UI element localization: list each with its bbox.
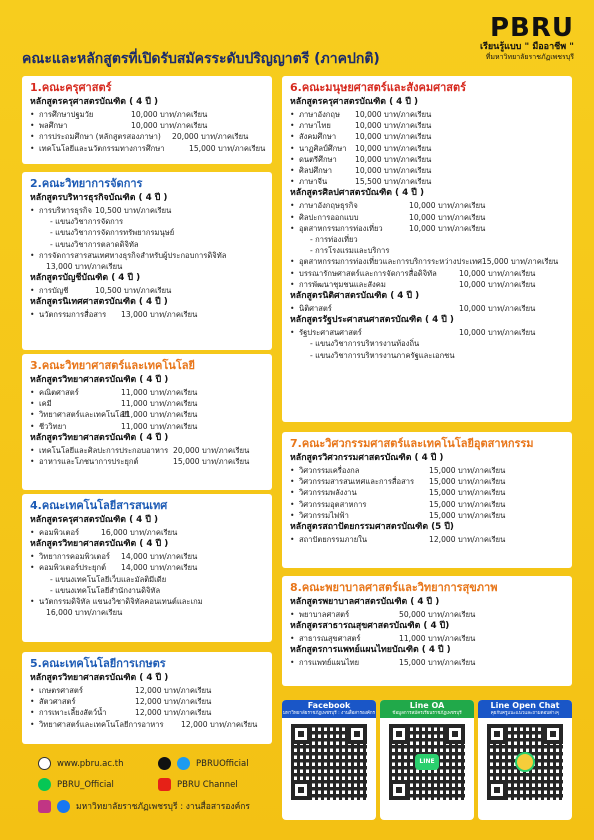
faculty-heading: 5.คณะเทคโนโลยีการเกษตร [30, 657, 166, 670]
list-item: • เกษตรศาสตร์ 12,000 บาท/ภาคเรียน [30, 686, 212, 695]
list-item: • เทคโนโลยีและศิลปะการประกอบอาหาร 20,000 บาท/ภาคเรียน [30, 445, 250, 455]
faculty-card-4 [22, 494, 272, 642]
faculty-card-5 [22, 652, 272, 744]
faculty-card-8 [282, 576, 572, 686]
faculty-card-1 [22, 76, 272, 164]
list-subitem: 16,000 บาท/ภาคเรียน [46, 608, 123, 618]
list-item: • ศิลปะการออกแบบ 10,000 บาท/ภาคเรียน [290, 212, 486, 222]
facebook-qr-card[interactable]: Facebook มหาวิทยาลัยราชภัฏเพชรบุรี : งานสื่อสารองค์กร [282, 700, 376, 820]
line-oa-qr-card[interactable]: Line OA ข้อมูลการสมัครเรียนราชภัฏเพชรบุรี LINE [380, 700, 474, 820]
list-subitem: - แขนงวิชาการบริหารงานท้องถิ่น [310, 339, 420, 349]
list-item: • สัตวศาสตร์ 12,000 บาท/ภาคเรียน [30, 697, 212, 707]
list-item: • วิศวกรรมพลังงาน 15,000 บาท/ภาคเรียน [290, 488, 506, 498]
facebook-link[interactable]: มหาวิทยาลัยราชภัฏเพชรบุรี : งานสื่อสารองค์กร [38, 799, 250, 813]
list-item: • นวัตกรรมดิจิทัล แขนงวิชาดิจิทัลคอนเทนต์และเกม [30, 597, 203, 607]
list-item: • นวัตกรรมการสื่อสาร 13,000 บาท/ภาคเรียน [30, 310, 198, 320]
page-title: คณะและหลักสูตรที่เปิดรับสมัครระดับปริญญาตรี (ภาคปกติ) [22, 51, 380, 67]
program-heading: หลักสูตรการแพทย์แผนไทยบัณฑิต ( 4 ปี ) [290, 645, 451, 656]
list-subitem: 13,000 บาท/ภาคเรียน [46, 262, 123, 272]
program-heading: หลักสูตรบริหารธุรกิจบัณฑิต ( 4 ปี ) [30, 193, 168, 203]
qr-code [291, 724, 367, 800]
list-subitem: - แขนงเทคโนโลยีสำนักงานดิจิทัล [50, 585, 161, 595]
list-item: • การจัดการสารสนเทศทางธุรกิจสำหรับผู้ประกอบการดิจิทัล [30, 250, 227, 260]
list-item: • การประถมศึกษา (หลักสูตรสองภาษา) 20,000 บาท/ภาคเรียน [30, 132, 249, 142]
list-subitem: - แขนงวิชาการจัดการทรัพยากรมนุษย์ [50, 228, 175, 238]
list-item: • ภาษาอังกฤษธุรกิจ 10,000 บาท/ภาคเรียน [290, 201, 486, 211]
program-heading: หลักสูตรวิทยาศาสตรบัณฑิต ( 4 ปี ) [30, 375, 169, 385]
program-heading: หลักสูตรนิติศาสตรบัณฑิต ( 4 ปี ) [290, 291, 420, 302]
faculty-card-7 [282, 432, 572, 568]
list-item: • ภาษาไทย 10,000 บาท/ภาคเรียน [290, 121, 432, 131]
list-item: • อุตสาหกรรมการท่องเที่ยว 10,000 บาท/ภาคเรียน [290, 223, 486, 233]
instagram-icon [38, 800, 51, 813]
youtube-link[interactable]: PBRU Channel [158, 778, 238, 791]
faculty-heading: 7.คณะวิศวกรรมศาสตร์และเทคโนโลยีอุตสาหกรรม [290, 437, 534, 450]
list-subitem: - การท่องเที่ยว [310, 235, 358, 245]
list-item: • วิศวกรรมสารสนเทศและการสื่อสาร 15,000 บาท/ภาคเรียน [290, 477, 506, 487]
mascot-icon [515, 752, 535, 772]
list-item: • วิศวกรรมไฟฟ้า 15,000 บาท/ภาคเรียน [290, 510, 506, 520]
list-item: • เคมี 11,000 บาท/ภาคเรียน [30, 399, 198, 409]
list-item: • ศิลปศึกษา 10,000 บาท/ภาคเรียน [290, 166, 432, 176]
line-openchat-qr-card[interactable]: Line Open Chat คุยกับครูแนะแนวและถามตอบต่างๆ [478, 700, 572, 820]
program-heading: หลักสูตรวิศวกรรมศาสตรบัณฑิต ( 4 ปี ) [290, 453, 444, 463]
tiktok-link[interactable]: PBRUOfficial [158, 757, 249, 770]
list-item: • วิทยาศาสตร์และเทคโนโลยี 11,000 บาท/ภาคเรียน [30, 410, 198, 420]
tiktok-icon [158, 757, 171, 770]
list-item: • วิทยาศาสตร์และเทคโนโลยีการอาหาร 12,000 บาท/ภาคเรียน [30, 719, 258, 729]
list-item: • คอมพิวเตอร์ 16,000 บาท/ภาคเรียน [30, 528, 178, 537]
program-heading: หลักสูตรวิทยาศาสตรบัณฑิต ( 4 ปี ) [30, 673, 169, 683]
list-item: • พยาบาลศาสตร์ 50,000 บาท/ภาคเรียน [290, 610, 476, 619]
program-heading: หลักสูตรนิเทศศาสตรบัณฑิต ( 4 ปี ) [30, 297, 168, 308]
list-item: • ภาษาจีน 15,500 บาท/ภาคเรียน [290, 177, 432, 187]
line-link[interactable]: PBRU_Official [38, 778, 114, 791]
list-item: • อุตสาหกรรมการท่องเที่ยวและการบริการระหว่างประเทศ 15,000 บาท/ภาคเรียน [290, 257, 559, 267]
faculty-heading: 2.คณะวิทยาการจัดการ [30, 177, 143, 190]
facebook-icon [57, 800, 70, 813]
list-item: • ภาษาอังกฤษ 10,000 บาท/ภาคเรียน [290, 110, 432, 119]
program-heading: หลักสูตรบัญชีบัณฑิต ( 4 ปี ) [30, 273, 141, 284]
list-item: • การเพาะเลี้ยงสัตว์น้ำ 12,000 บาท/ภาคเรียน [30, 708, 212, 718]
faculty-heading: 3.คณะวิทยาศาสตร์และเทคโนโลยี [30, 359, 195, 372]
twitter-icon [177, 757, 190, 770]
pbru-logo: PBRU เรียนรู้แบบ " มืออาชีพ " ที่มหาวิทยาลัยราชภัฏเพชรบุรี [479, 13, 574, 61]
faculty-card-2 [22, 172, 272, 350]
program-heading: หลักสูตรวิทยาศาสตรบัณฑิต ( 4 ปี ) [30, 432, 169, 443]
program-heading: หลักสูตรสาธารณสุขศาสตรบัณฑิต ( 4 ปี) [290, 621, 450, 632]
list-item: • นิติศาสตร์ 10,000 บาท/ภาคเรียน [290, 304, 536, 314]
list-subitem: - แขนงเทคโนโลยีเว็บและมัลติมีเดีย [50, 574, 167, 584]
list-item: • อาหารและโภชนาการประยุกต์ 15,000 บาท/ภาคเรียน [30, 457, 250, 467]
list-item: • สาธารณสุขศาสตร์ 11,000 บาท/ภาคเรียน [290, 634, 476, 644]
list-item: • เทคโนโลยีและนวัตกรรมทางการศึกษา 15,000 บาท/ภาคเรียน [30, 143, 266, 153]
program-heading: หลักสูตรครุศาสตรบัณฑิต ( 4 ปี ) [290, 97, 419, 107]
line-icon [38, 778, 51, 791]
list-item: • นาฏศิลป์ศึกษา 10,000 บาท/ภาคเรียน [290, 143, 432, 153]
list-item: • วิศวกรรมอุตสาหการ 15,000 บาท/ภาคเรียน [290, 499, 506, 509]
list-item: • รัฐประศาสนศาสตร์ 10,000 บาท/ภาคเรียน [290, 328, 536, 338]
faculty-heading: 8.คณะพยาบาลศาสตร์และวิทยาการสุขภาพ [290, 581, 498, 594]
list-item: • สังคมศึกษา 10,000 บาท/ภาคเรียน [290, 132, 432, 142]
faculty-heading: 1.คณะครุศาสตร์ [30, 81, 112, 94]
website-link[interactable]: www.pbru.ac.th [38, 757, 123, 770]
list-item: • การบริหารธุรกิจ 10,500 บาท/ภาคเรียน [30, 206, 172, 215]
faculty-card-3 [22, 354, 272, 490]
line-icon: LINE [415, 754, 439, 770]
list-item: • การศึกษาปฐมวัย 10,000 บาท/ภาคเรียน [30, 110, 208, 119]
list-item: • ดนตรีศึกษา 10,000 บาท/ภาคเรียน [290, 154, 432, 164]
list-item: • การแพทย์แผนไทย 15,000 บาท/ภาคเรียน [290, 658, 476, 668]
list-item: • วิศวกรรมเครื่องกล 15,000 บาท/ภาคเรียน [290, 466, 506, 475]
program-heading: หลักสูตรพยาบาลศาสตรบัณฑิต ( 4 ปี ) [290, 597, 440, 607]
list-item: • ชีววิทยา 11,000 บาท/ภาคเรียน [30, 421, 198, 431]
list-subitem: - การโรงแรมและบริการ [310, 246, 390, 256]
qr-code [389, 724, 465, 800]
list-item: • คณิตศาสตร์ 11,000 บาท/ภาคเรียน [30, 388, 198, 397]
youtube-icon [158, 778, 171, 791]
faculty-heading: 4.คณะเทคโนโลยีสารสนเทศ [30, 499, 168, 512]
list-subitem: - แขนงวิชาการตลาดดิจิทัล [50, 239, 139, 249]
list-item: • พลศึกษา 10,000 บาท/ภาคเรียน [30, 121, 208, 131]
list-item: • สถาปัตยกรรมภายใน 12,000 บาท/ภาคเรียน [290, 535, 506, 545]
list-subitem: - แขนงวิชาการบริหารงานภาครัฐและเอกชน [310, 350, 455, 360]
list-item: • บรรณารักษศาสตร์และการจัดการสื่อดิจิทัล 10,000 บาท/ภาคเรียน [290, 268, 536, 278]
program-heading: หลักสูตรครุศาสตรบัณฑิต ( 4 ปี ) [30, 97, 159, 107]
globe-icon [38, 757, 51, 770]
faculty-heading: 6.คณะมนุษยศาสตร์และสังคมศาสตร์ [290, 81, 467, 94]
program-heading: หลักสูตรศิลปศาสตรบัณฑิต ( 4 ปี ) [290, 188, 424, 199]
list-subitem: - แขนงวิชาการจัดการ [50, 217, 124, 227]
list-item: • วิทยาการคอมพิวเตอร์ 14,000 บาท/ภาคเรียน [30, 552, 198, 562]
list-item: • คอมพิวเตอร์ประยุกต์ 14,000 บาท/ภาคเรียน [30, 563, 198, 573]
program-heading: หลักสูตรรัฐประศาสนศาสตรบัณฑิต ( 4 ปี ) [290, 315, 454, 326]
qr-code [487, 724, 563, 800]
program-heading: หลักสูตรวิทยาศาสตรบัณฑิต ( 4 ปี ) [30, 539, 169, 550]
faculty-card-6 [282, 76, 572, 422]
program-heading: หลักสูตรครุศาสตรบัณฑิต ( 4 ปี ) [30, 515, 159, 525]
list-item: • การพัฒนาชุมชนและสังคม 10,000 บาท/ภาคเรียน [290, 279, 536, 289]
program-heading: หลักสูตรสถาปัตยกรรมศาสตรบัณฑิต (5 ปี) [290, 522, 454, 533]
list-item: • การบัญชี 10,500 บาท/ภาคเรียน [30, 286, 172, 296]
